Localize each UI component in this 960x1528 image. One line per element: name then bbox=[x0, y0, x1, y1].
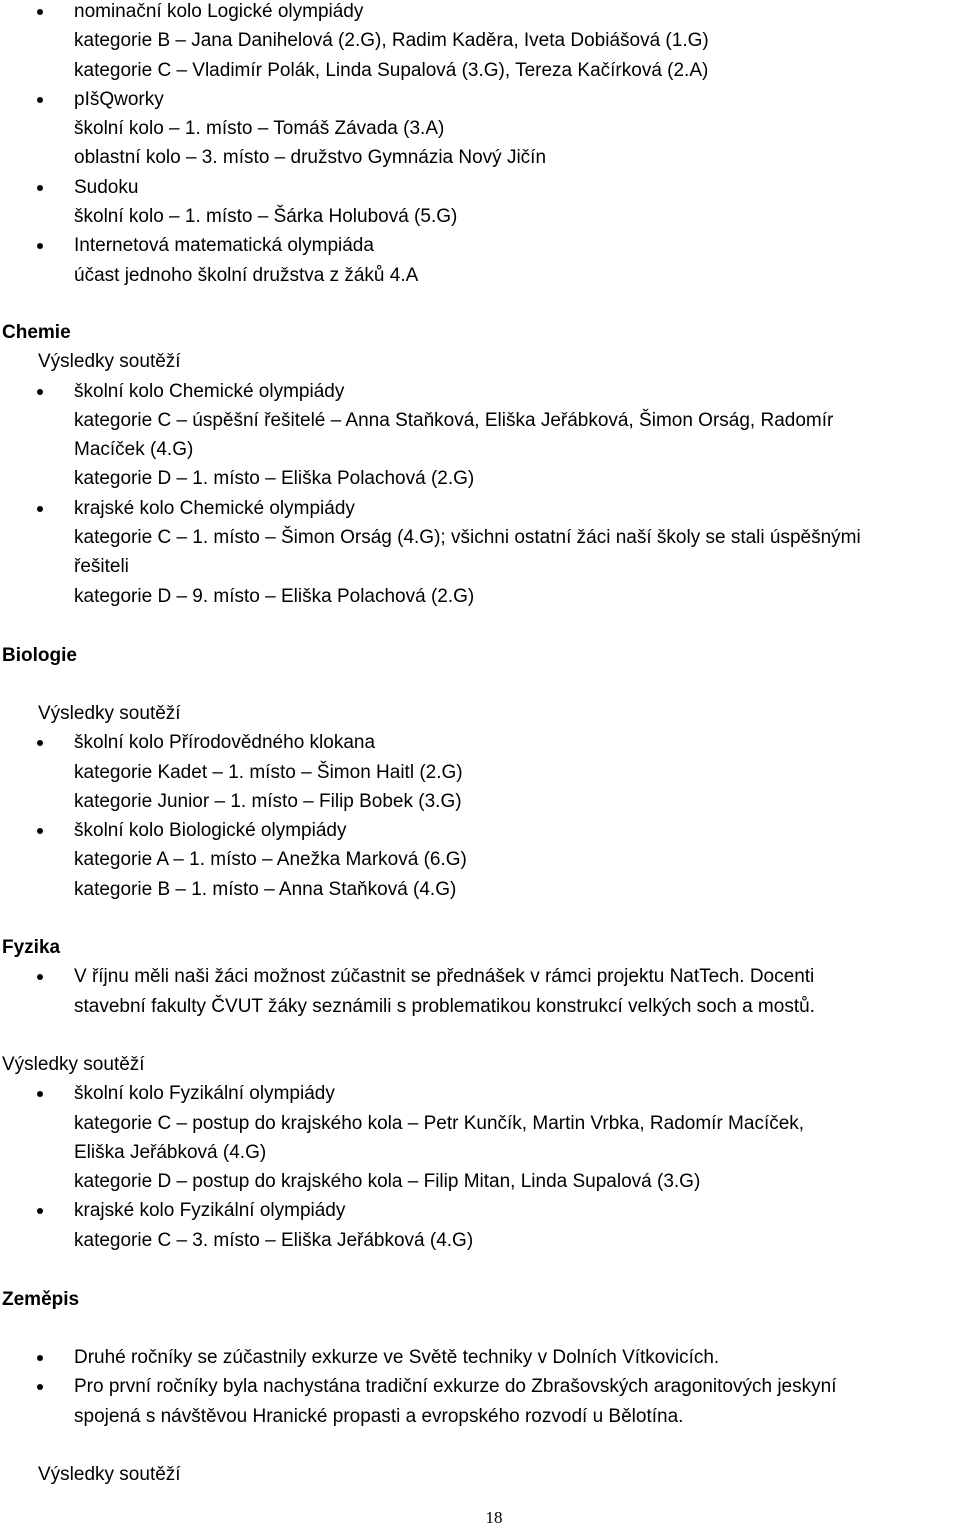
line-text: kategorie C – 3. místo – Eliška Jeřábková (4.G) bbox=[74, 1229, 474, 1251]
line-text: Výsledky soutěží bbox=[38, 351, 181, 373]
text-line bbox=[0, 992, 960, 1021]
results-subheading bbox=[0, 699, 960, 728]
text-line bbox=[0, 1109, 960, 1138]
bullet-icon bbox=[37, 243, 43, 249]
line-text: kategorie A – 1. místo – Anežka Marková (6.G) bbox=[74, 849, 467, 871]
line-text: Internetová matematická olympiáda bbox=[74, 235, 374, 257]
line-text: kategorie Kadet – 1. místo – Šimon Haitl (2.G) bbox=[74, 761, 463, 783]
text-line bbox=[0, 1402, 960, 1431]
bullet-list-item bbox=[0, 0, 960, 26]
line-text: Sudoku bbox=[74, 176, 139, 198]
bullet-icon bbox=[37, 97, 43, 103]
bullet-icon bbox=[37, 1208, 43, 1214]
line-text: Biologie bbox=[2, 645, 77, 666]
results-subheading bbox=[0, 1460, 960, 1489]
text-line bbox=[0, 1138, 960, 1167]
results-subheading bbox=[0, 347, 960, 376]
text-line bbox=[0, 56, 960, 85]
bullet-icon bbox=[37, 828, 43, 834]
bullet-icon bbox=[37, 740, 43, 746]
bullet-icon bbox=[37, 1355, 43, 1361]
text-line bbox=[0, 26, 960, 55]
line-text: školní kolo Fyzikální olympiády bbox=[74, 1083, 335, 1105]
line-text: školní kolo – 1. místo – Tomáš Závada (3.A) bbox=[74, 118, 445, 140]
page-number: 18 bbox=[485, 1508, 503, 1527]
section-heading bbox=[0, 933, 960, 962]
line-text: Zeměpis bbox=[2, 1289, 80, 1310]
line-text: Fyzika bbox=[2, 937, 61, 958]
bullet-icon bbox=[37, 974, 43, 980]
line-text: kategorie C – úspěšní řešitelé – Anna Staňková, Eliška Jeřábková, Šimon Orság, Radomír bbox=[74, 409, 834, 431]
line-text: Pro první ročníky byla nachystána tradiční exkurze do Zbrašovských aragonitových jeskyní bbox=[74, 1376, 837, 1398]
text-line bbox=[0, 552, 960, 581]
text-line bbox=[0, 435, 960, 464]
line-text: Macíček (4.G) bbox=[74, 439, 194, 461]
line-text: kategorie B – Jana Danihelová (2.G), Radim Kaděra, Iveta Dobiášová (1.G) bbox=[74, 30, 709, 52]
results-subheading bbox=[0, 1050, 960, 1079]
text-line bbox=[0, 464, 960, 493]
line-text: spojená s návštěvou Hranické propasti a evropského rozvodí u Bělotína. bbox=[74, 1405, 684, 1427]
line-text: Výsledky soutěží bbox=[38, 1464, 181, 1485]
line-text: kategorie D – postup do krajského kola – Filip Mitan, Linda Supalová (3.G) bbox=[74, 1171, 701, 1193]
bullet-list-item bbox=[0, 962, 960, 991]
bullet-list-item bbox=[0, 816, 960, 845]
section-heading bbox=[0, 318, 960, 347]
line-text: kategorie D – 9. místo – Eliška Polachová (2.G) bbox=[74, 585, 475, 607]
line-text: krajské kolo Fyzikální olympiády bbox=[74, 1200, 346, 1222]
line-text: stavební fakulty ČVUT žáky seznámili s problematikou konstrukcí velkých soch a mostů. bbox=[74, 995, 815, 1017]
line-text: účast jednoho školní družstva z žáků 4.A bbox=[74, 264, 419, 286]
text-line bbox=[0, 582, 960, 611]
line-text: Chemie bbox=[2, 322, 71, 343]
bullet-list-item bbox=[0, 1079, 960, 1108]
block-top bbox=[0, 0, 960, 290]
text-line bbox=[0, 202, 960, 231]
bullet-icon bbox=[37, 1091, 43, 1097]
text-line bbox=[0, 261, 960, 290]
line-text: kategorie D – 1. místo – Eliška Polachová (2.G) bbox=[74, 468, 475, 490]
text-line bbox=[0, 143, 960, 172]
section-biologie bbox=[0, 699, 960, 904]
line-text: Druhé ročníky se zúčastnily exkurze ve Světě techniky v Dolních Vítkovicích. bbox=[74, 1347, 720, 1368]
line-text: Eliška Jeřábková (4.G) bbox=[74, 1141, 267, 1163]
section-biologie-heading bbox=[0, 641, 960, 670]
line-text: kategorie C – Vladimír Polák, Linda Supalová (3.G), Tereza Kačírková (2.A) bbox=[74, 59, 709, 81]
line-text: kategorie B – 1. místo – Anna Staňková (4.G) bbox=[74, 878, 457, 900]
bullet-list-item bbox=[0, 728, 960, 757]
text-line bbox=[0, 787, 960, 816]
text-line bbox=[0, 1167, 960, 1196]
bullet-list-item bbox=[0, 231, 960, 260]
line-text: Výsledky soutěží bbox=[38, 703, 181, 724]
text-line bbox=[0, 406, 960, 435]
section-zemepis-heading bbox=[0, 1285, 960, 1314]
text-line bbox=[0, 845, 960, 874]
bullet-list-item bbox=[0, 494, 960, 523]
line-text: kategorie C – postup do krajského kola – Petr Kunčík, Martin Vrbka, Radomír Macíček, bbox=[74, 1112, 805, 1134]
bullet-icon bbox=[37, 185, 43, 191]
section-zemepis bbox=[0, 1343, 960, 1431]
section-heading bbox=[0, 641, 960, 670]
section-chemie bbox=[0, 318, 960, 611]
text-line bbox=[0, 758, 960, 787]
line-text: pIšQworky bbox=[74, 88, 164, 110]
section-zemepis-vysledky bbox=[0, 1460, 960, 1489]
line-text: V říjnu měli naši žáci možnost zúčastnit se přednášek v rámci projektu NatTech. Docenti bbox=[74, 966, 815, 988]
section-fyzika-vysledky bbox=[0, 1050, 960, 1255]
line-text: řešiteli bbox=[74, 556, 129, 578]
bullet-list-item bbox=[0, 377, 960, 406]
bullet-list-item bbox=[0, 173, 960, 202]
line-text: Výsledky soutěží bbox=[2, 1054, 145, 1075]
line-text: školní kolo – 1. místo – Šárka Holubová (5.G) bbox=[74, 206, 458, 228]
bullet-icon bbox=[37, 9, 43, 15]
text-line bbox=[0, 114, 960, 143]
line-text: školní kolo Chemické olympiády bbox=[74, 380, 345, 402]
bullet-icon bbox=[37, 389, 43, 395]
line-text: školní kolo Přírodovědného klokana bbox=[74, 732, 376, 754]
bullet-list-item bbox=[0, 85, 960, 114]
bullet-list-item bbox=[0, 1343, 960, 1372]
line-text: krajské kolo Chemické olympiády bbox=[74, 497, 355, 519]
line-text: kategorie C – 1. místo – Šimon Orság (4.G); všichni ostatní žáci naší školy se stali úspěšnými bbox=[74, 527, 861, 549]
section-heading bbox=[0, 1285, 960, 1314]
text-line bbox=[0, 523, 960, 552]
section-fyzika bbox=[0, 933, 960, 1021]
line-text: školní kolo Biologické olympiády bbox=[74, 820, 347, 842]
text-line bbox=[0, 1226, 960, 1255]
bullet-icon bbox=[37, 1384, 43, 1390]
line-text: oblastní kolo – 3. místo – družstvo Gymnázia Nový Jičín bbox=[74, 147, 547, 169]
line-text: nominační kolo Logické olympiády bbox=[74, 1, 364, 22]
bullet-icon bbox=[37, 506, 43, 512]
bullet-list-item bbox=[0, 1372, 960, 1401]
text-line bbox=[0, 875, 960, 904]
bullet-list-item bbox=[0, 1196, 960, 1225]
line-text: kategorie Junior – 1. místo – Filip Bobek (3.G) bbox=[74, 790, 462, 812]
